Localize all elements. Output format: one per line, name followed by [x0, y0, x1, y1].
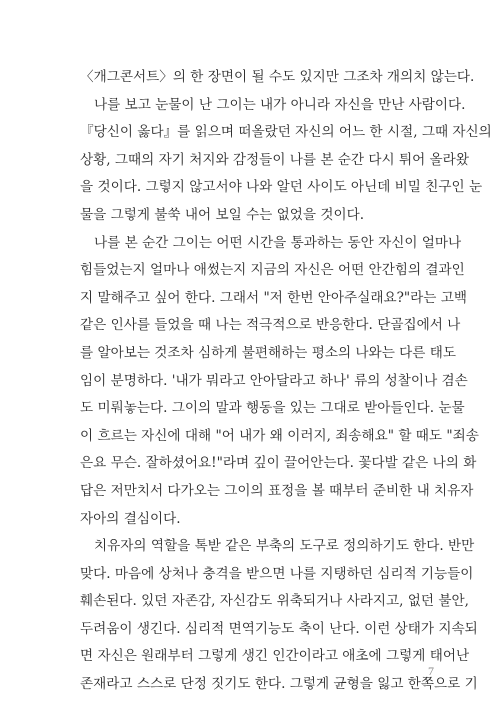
paragraph: [80, 64, 475, 92]
text-line: 두려움이 생긴다. 심리적 면역기능도 축이 난다. 이런 상태가 지속되: [80, 620, 478, 637]
text-line: 같은 인사를 들었을 때 나는 적극적으로 반응한다. 단골집에서 나: [80, 317, 461, 334]
text-line: 이 흐르는 자신에 대해 "어 내가 왜 이러지, 죄송해요" 할 때도 "죄송: [80, 427, 479, 444]
text-line: 물을 그렇게 불쑥 내어 보일 수는 없었을 것이다.: [80, 206, 365, 223]
text-line: 면 자신은 원래부터 그렇게 생긴 인간이라고 애초에 그렇게 태어난: [80, 648, 470, 665]
text-line: 『당신이 옳다』를 읽으며 떠올랐던 자신의 어느 한 시절, 그때 자신의: [80, 124, 492, 141]
body-text: [80, 64, 492, 699]
text-line: 답은 저만치서 다가오는 그이의 표정을 볼 때부터 준비한 내 치유자: [80, 482, 474, 499]
text-line: 치유자의 역할을 톡받 같은 부축의 도구로 정의하기도 한다. 반만: [94, 538, 475, 555]
text-line: 도 미뤄놓는다. 그이의 말과 행동을 있는 그대로 받아들인다. 눈물: [80, 400, 465, 417]
text-line: 상황, 그때의 자기 처지와 감정들이 나를 본 순간 다시 튀어 올라왔: [80, 151, 469, 168]
text-line: 은요 무슨. 잘하셨어요!"라며 깊이 끌어안는다. 꽃다발 같은 나의 화: [80, 455, 477, 472]
text-line: 나를 보고 눈물이 난 그이는 내가 아니라 자신을 만난 사람이다.: [94, 96, 466, 113]
text-line: 〈개그콘서트〉의 한 장면이 될 수도 있지만 그조차 개의치 않는다.: [80, 69, 475, 85]
text-line: 자아의 결심이다.: [80, 510, 181, 527]
paragraph: [80, 230, 479, 534]
paragraph: [80, 533, 478, 699]
text-line: 임이 분명하다. '내가 뭐라고 안아달라고 하나' 류의 성찰이나 겸손: [80, 372, 468, 389]
text-line: 나를 본 순간 그이는 어떤 시간을 통과하는 동안 자신이 얼마나: [94, 234, 462, 251]
text-line: 맞다. 마음에 상처나 충격을 받으면 나를 지탱하던 심리적 기능들이: [80, 565, 474, 582]
text-line: 힘들었는지 얼마나 애썼는지 지금의 자신은 어떤 안간힘의 결과인: [80, 262, 465, 279]
text-line: 를 알아보는 것조차 심하게 불편해하는 평소의 나와는 다른 태도: [80, 344, 456, 361]
text-line: 존재라고 스스로 단정 짓기도 한다. 그렇게 균형을 잃고 한쪽으로 기: [80, 676, 478, 693]
text-line: 을 것이다. 그렇지 않고서야 나와 알던 사이도 아닌데 비밀 친구인 눈: [80, 179, 483, 196]
text-line: 훼손된다. 있던 자존감, 자신감도 위축되거나 사라지고, 없던 불안,: [80, 593, 469, 610]
text-line: 지 말해주고 싶어 한다. 그래서 "저 한번 안아주실래요?"라는 고백: [80, 289, 467, 306]
page-number: 7: [428, 664, 434, 678]
paragraph: [80, 92, 492, 230]
